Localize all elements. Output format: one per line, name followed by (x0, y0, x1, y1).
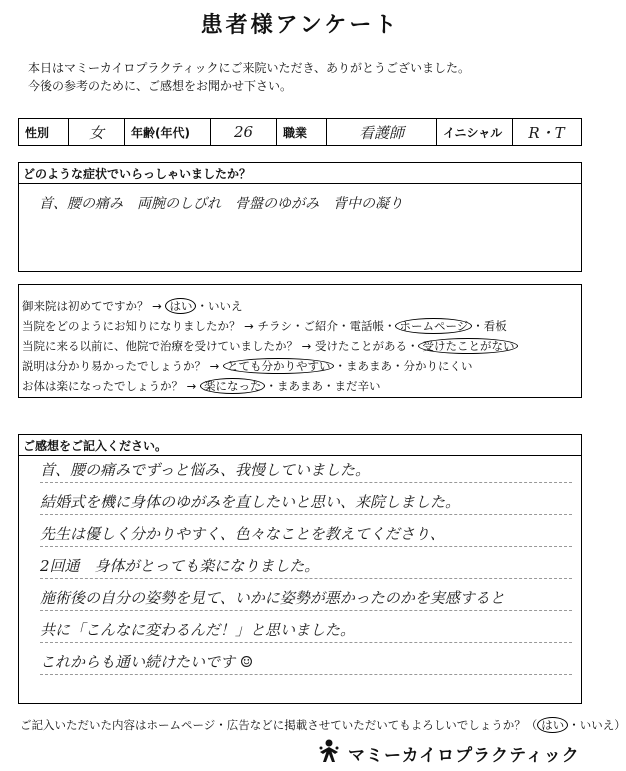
symptoms-question: どのような症状でいらっしゃいましたか？ (19, 163, 581, 184)
option-received[interactable]: 受けたことがある (314, 339, 407, 353)
question-first-visit: 御来院は初めてですか？ → はい ・いいえ (22, 299, 243, 313)
option-so-so[interactable]: まあまあ (276, 379, 323, 393)
option-not-received-selected[interactable]: 受けたことがない (418, 338, 518, 354)
mummy-logo-icon (316, 738, 342, 769)
question-explanation: 説明は分かり易かったでしょうか？ → とても分かりやすい ・まあまあ・分かりにくい (22, 359, 473, 373)
symptoms-answer[interactable]: 首、腰の痛み 両腕のしびれ 骨盤のゆがみ 背中の凝り (39, 196, 403, 212)
comment-line: 首、腰の痛みでずっと悩み、我慢していました。 (40, 456, 572, 483)
consent-no[interactable]: いいえ (579, 718, 615, 732)
question-other-clinic: 当院に来る以前に、他院で治療を受けていましたか？ → 受けたことがある・ 受けたことがない (22, 338, 518, 354)
option-referral[interactable]: ご紹介 (303, 319, 338, 333)
question-relief: お体は楽になったでしょうか？ → 楽になった ・まあまあ・まだ辛い (22, 379, 381, 393)
option-unclear[interactable]: 分かりにくい (403, 359, 473, 373)
option-still-painful[interactable]: まだ辛い (334, 379, 381, 393)
job-value[interactable]: 看護師 (327, 119, 437, 145)
comment-line: 施術後の自分の姿勢を見て、いかに姿勢が悪かったのかを実感すると (40, 584, 572, 611)
consent-text: ご記入いただいた内容はホームページ・広告などに掲載させていただいてもよろしいでしょうか？ (20, 718, 526, 732)
option-signboard[interactable]: 看板 (483, 319, 507, 333)
question-how-know: 当院をどのようにお知りになりましたか？ → チラシ・ご紹介・電話帳・ ホームページ ・看板 (22, 319, 507, 333)
intro-line-2: 今後の参考のために、ご感想をお聞かせ下さい。 (28, 79, 293, 93)
intro-line-1: 本日はマミーカイロプラクティックにご来院いただき、ありがとうございました。 (28, 61, 470, 75)
option-homepage-selected[interactable]: ホームページ (395, 318, 472, 334)
gender-label: 性別 (19, 119, 69, 145)
initial-value[interactable]: R・T (528, 123, 565, 142)
option-relieved-selected[interactable]: 楽になった (200, 378, 266, 394)
job-label: 職業 (277, 119, 327, 145)
page-title: 患者様アンケート (200, 13, 400, 38)
comment-line: 2回通 身体がとっても楽になりました。 (40, 552, 572, 579)
gender-value[interactable]: 女 (69, 119, 125, 145)
option-so-so[interactable]: まあまあ (345, 359, 392, 373)
option-no[interactable]: いいえ (207, 299, 243, 313)
comment-line: 共に「こんなに変わるんだ！」と思いました。 (40, 616, 572, 643)
age-label: 年齢(年代) (125, 119, 211, 145)
option-very-clear-selected[interactable]: とても分かりやすい (223, 358, 335, 374)
comments-header: ご感想をご記入ください。 (19, 435, 581, 456)
question-text: お体は楽になったでしょうか？ (22, 379, 183, 393)
option-phonebook[interactable]: 電話帳 (349, 319, 384, 333)
profile-row (18, 118, 582, 146)
question-text: 御来院は初めてですか？ (22, 299, 149, 313)
consent-yes-selected[interactable]: はい (537, 717, 568, 733)
comment-line: 結婚式を機に身体のゆがみを直したいと思い、来院しました。 (40, 488, 572, 515)
question-text: 当院に来る以前に、他院で治療を受けていましたか？ (22, 339, 298, 353)
question-text: 当院をどのようにお知りになりましたか？ (22, 319, 241, 333)
brand-footer (316, 738, 580, 769)
brand-name: マミーカイロプラクティック (348, 746, 580, 766)
option-yes-selected[interactable]: はい (165, 298, 196, 314)
comment-line: これからも通い続けたいです ☺ (40, 648, 572, 675)
publish-consent: ご記入いただいた内容はホームページ・広告などに掲載させていただいてもよろしいでしょうか？（ はい ・いいえ） (20, 718, 626, 732)
option-flyer[interactable]: チラシ (257, 319, 292, 333)
age-value[interactable]: 26 (211, 119, 277, 145)
question-text: 説明は分かり易かったでしょうか？ (22, 359, 206, 373)
initial-label: イニシャル (437, 119, 513, 145)
comment-line: 先生は優しく分かりやすく、色々なことを教えてくださり、 (40, 520, 572, 547)
symptoms-box (18, 162, 582, 272)
